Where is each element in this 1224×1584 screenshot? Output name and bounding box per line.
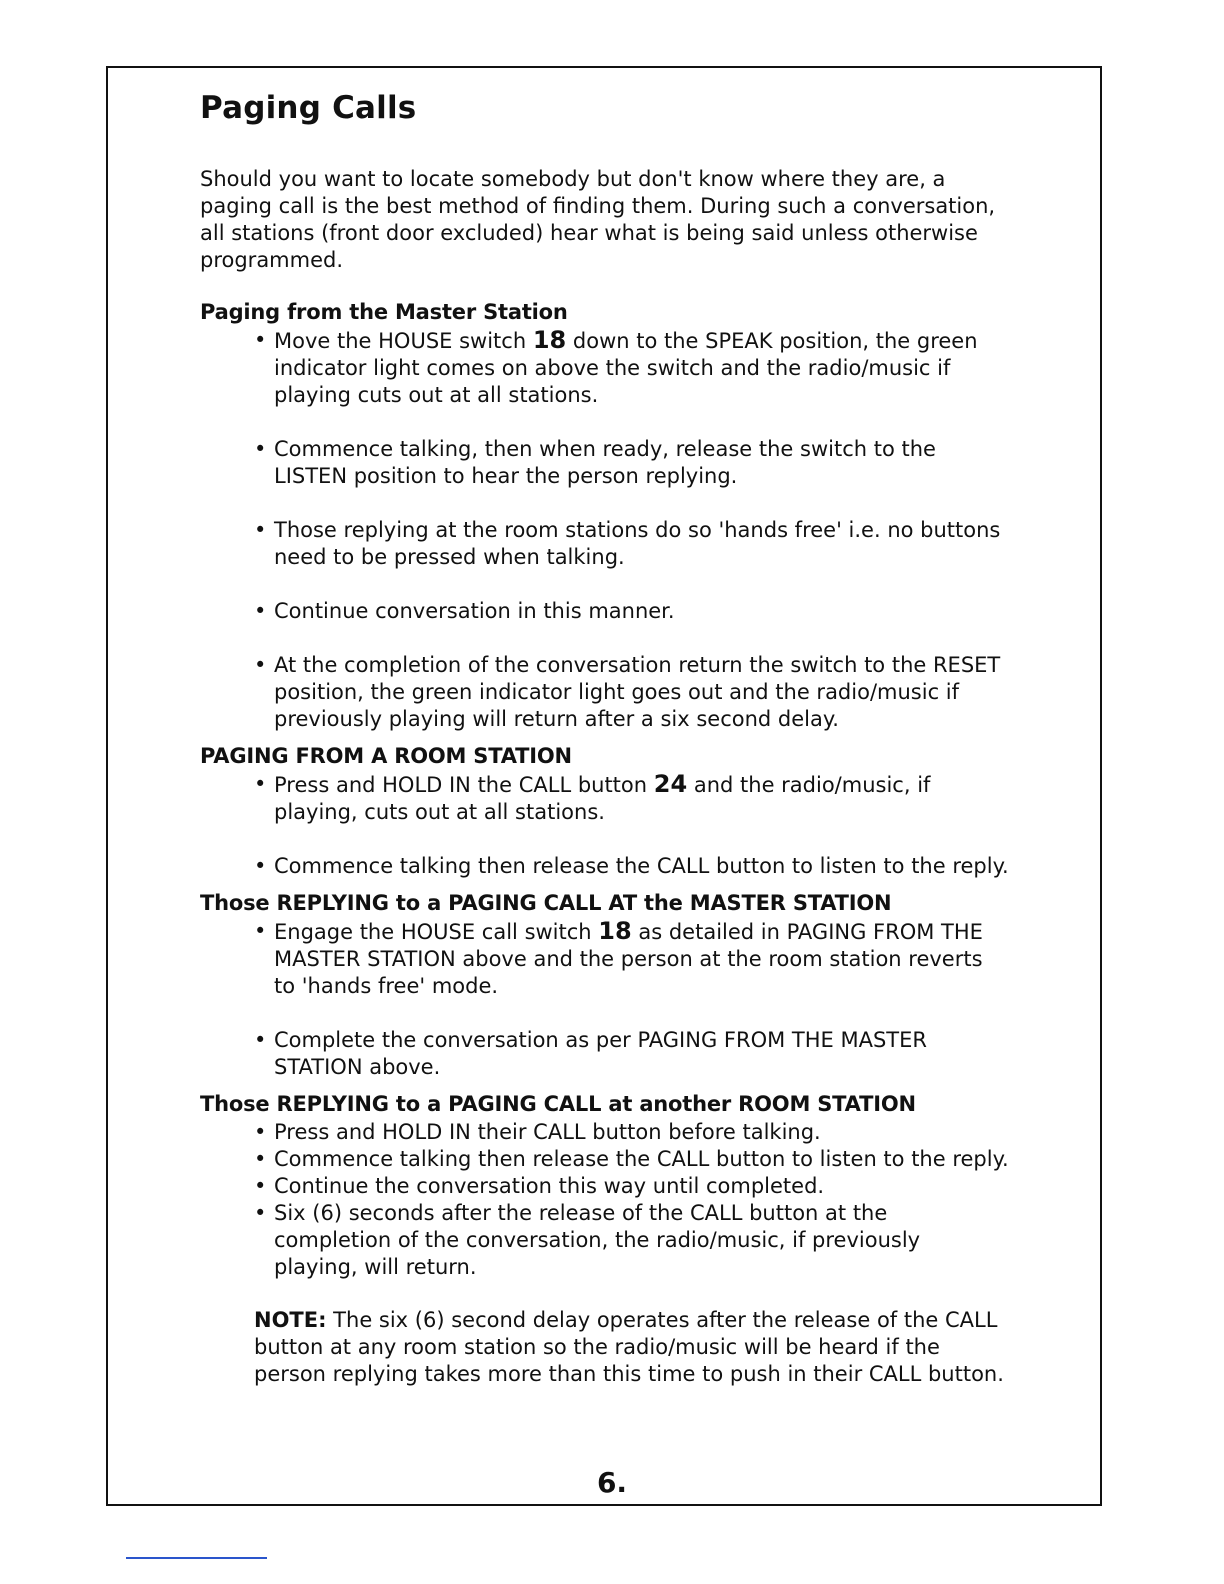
list-item: • At the completion of the conversation return the switch to the RESET position, the green indicator light goes out and the radio/music if previously playing will return after a six second delay. bbox=[254, 652, 1010, 733]
list-item: • Continue conversation in this manner. bbox=[254, 598, 1010, 625]
section-heading-replying-master: Those REPLYING to a PAGING CALL AT the MASTER STATION bbox=[200, 891, 892, 915]
replying-room-list bbox=[200, 1119, 1010, 1281]
switch-number: 18 bbox=[532, 326, 567, 354]
list-item: • Six (6) seconds after the release of the CALL button at the completion of the conversation, the radio/music, if previously playing, will return. bbox=[254, 1200, 1010, 1281]
link-underline bbox=[126, 1557, 267, 1559]
room-station-list bbox=[200, 771, 1010, 880]
list-item: • Commence talking, then when ready, release the switch to the LISTEN position to hear the person replying. bbox=[254, 436, 1010, 490]
list-item: • Commence talking then release the CALL button to listen to the reply. bbox=[254, 1146, 1010, 1173]
list-item: • Complete the conversation as per PAGING FROM THE MASTER STATION above. bbox=[254, 1027, 1010, 1081]
page-number: 6. bbox=[596, 1466, 628, 1499]
section-heading-master-station: Paging from the Master Station bbox=[200, 300, 568, 324]
note-label: NOTE: bbox=[254, 1308, 327, 1332]
list-item: • Commence talking then release the CALL button to listen to the reply. bbox=[254, 853, 1010, 880]
replying-master-list bbox=[200, 918, 1010, 1081]
section-heading-room-station: PAGING FROM A ROOM STATION bbox=[200, 744, 572, 768]
button-number: 24 bbox=[653, 770, 688, 798]
note-paragraph: NOTE: The six (6) second delay operates after the release of the CALL button at any room station so the radio/music will be heard if the person replying takes more than this time to push in their CALL button. bbox=[254, 1308, 1004, 1386]
list-item: • Move the HOUSE switch 18 down to the SPEAK position, the green indicator light comes on above the switch and the radio/music if playing cuts out at all stations. bbox=[254, 327, 1010, 409]
master-station-list bbox=[200, 327, 1010, 733]
intro-paragraph: Should you want to locate somebody but don't know where they are, a paging call is the best method of finding them. During such a conversation, all stations (front door excluded) hear what is being said unless otherwise programmed. bbox=[200, 167, 996, 272]
document-body bbox=[200, 90, 1010, 1388]
list-item: • Press and HOLD IN the CALL button 24 and the radio/music, if playing, cuts out at all stations. bbox=[254, 771, 1010, 826]
switch-number: 18 bbox=[598, 917, 632, 945]
list-item: • Engage the HOUSE call switch 18 as detailed in PAGING FROM THE MASTER STATION above and the person at the room station reverts to 'hands free' mode. bbox=[254, 918, 1010, 1000]
page-title: Paging Calls bbox=[200, 90, 417, 126]
list-item: • Those replying at the room stations do so 'hands free' i.e. no buttons need to be pressed when talking. bbox=[254, 517, 1010, 571]
list-item: • Continue the conversation this way until completed. bbox=[254, 1173, 1010, 1200]
section-heading-replying-room: Those REPLYING to a PAGING CALL at another ROOM STATION bbox=[200, 1092, 916, 1116]
list-item: • Press and HOLD IN their CALL button before talking. bbox=[254, 1119, 1010, 1146]
